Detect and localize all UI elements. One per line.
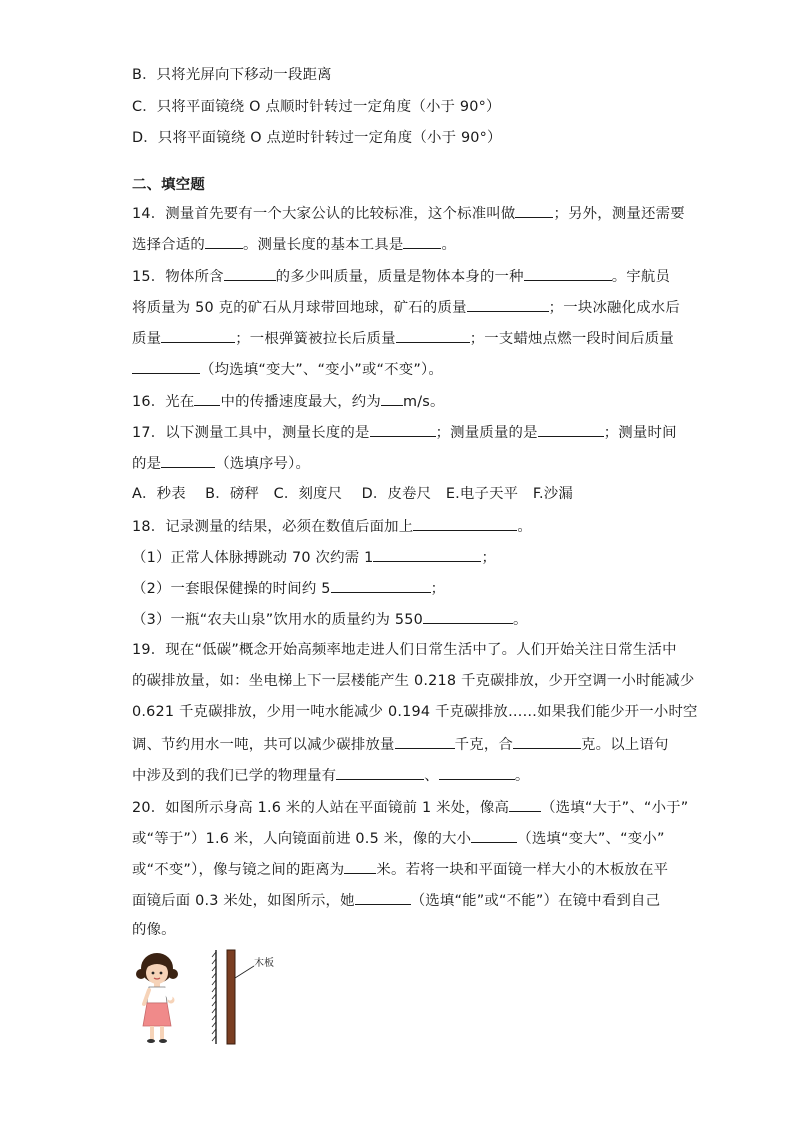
answer-blank[interactable] <box>524 265 612 281</box>
answer-blank[interactable] <box>396 327 470 343</box>
q18-text: 。 <box>517 519 532 535</box>
q17-text: ；测量质量的是 <box>435 425 538 441</box>
answer-blank[interactable] <box>413 515 517 531</box>
answer-blank[interactable] <box>515 202 553 218</box>
q18-text: ； <box>430 581 446 597</box>
question-18-sub-2 <box>132 577 445 599</box>
q14-text: ；另外，测量还需要 <box>553 206 685 222</box>
question-17-line-1 <box>132 421 677 443</box>
q15-text: 的多少叫质量，质量是物体本身的一种 <box>275 269 524 285</box>
question-18 <box>132 515 532 537</box>
q19-text: 、 <box>424 768 439 784</box>
q15-text: 。宇航员 <box>611 269 671 285</box>
q18-text: 。 <box>512 612 528 628</box>
mirror-figure <box>130 948 300 1048</box>
q15-text: ；一块冰融化成水后 <box>548 300 680 316</box>
question-20-line-3 <box>132 858 668 880</box>
figure-drawing <box>130 948 300 1048</box>
question-19-line-4 <box>132 733 669 755</box>
answer-blank[interactable] <box>331 577 431 593</box>
q20-text: 米。若将一块和平面镜一样大小的木板放在平 <box>376 862 669 878</box>
question-20-line-2 <box>132 827 665 849</box>
girl-illustration <box>136 953 178 1043</box>
question-19-line-2: 的碳排放量，如：坐电梯上下一层楼能产生 0.218 千克碳排放，少开空调一小时能减少 <box>132 673 695 689</box>
q19-text: 调、节约用水一吨，共可以减少碳排放量 <box>132 737 395 753</box>
board-label-pointer <box>235 966 254 978</box>
q20-text: （选填“能”或“不能”）在镜中看到自己 <box>410 893 661 909</box>
q19-text: 。 <box>514 768 530 784</box>
answer-blank[interactable] <box>439 764 515 780</box>
q18-text: （3）一瓶“农夫山泉”饮用水的质量约为 550 <box>132 612 423 628</box>
answer-blank[interactable] <box>370 421 436 437</box>
q14-text: 。测量长度的基本工具是 <box>242 237 404 253</box>
answer-blank[interactable] <box>161 327 235 343</box>
question-14-line-1 <box>132 202 685 224</box>
option-c: C．只将平面镜绕 O 点顺时针转过一定角度（小于 90°） <box>132 99 501 115</box>
q17-text: ；测量时间 <box>603 425 677 441</box>
q18-text: （1）正常人体脉搏跳动 70 次约需 1 <box>132 550 374 566</box>
q17-text: 的是 <box>132 456 162 472</box>
question-20-line-1 <box>132 796 688 818</box>
q20-text: （选填“大于”、“小于” <box>541 800 689 816</box>
question-17-line-2 <box>132 452 310 474</box>
board-label: 木板 <box>254 958 274 969</box>
question-19-line-1: 19．现在“低碳”概念开始高频率地走进人们日常生活中了。人们开始关注日常生活中 <box>132 642 677 658</box>
q17-text: （选填序号）。 <box>215 456 311 472</box>
answer-blank[interactable] <box>194 390 220 406</box>
wooden-board <box>227 950 235 1044</box>
q15-text: 15．物体所含 <box>132 269 224 285</box>
answer-blank[interactable] <box>224 265 276 281</box>
answer-blank[interactable] <box>132 358 200 374</box>
q14-text: 。 <box>441 237 457 253</box>
q18-text: （2）一套眼保健操的时间约 5 <box>132 581 331 597</box>
question-19-line-5 <box>132 764 529 786</box>
q15-text: （均选填“变大”、“变小”或“不变”）。 <box>200 362 444 378</box>
q14-text: 选择合适的 <box>132 237 205 253</box>
question-19-line-3: 0.621 千克碳排放，少用一吨水能减少 0.194 千克碳排放……如果我们能少开一小时空 <box>132 704 698 720</box>
answer-blank[interactable] <box>395 733 455 749</box>
option-b: B．只将光屏向下移动一段距离 <box>132 67 332 83</box>
answer-blank[interactable] <box>373 546 481 562</box>
q16-text: 中的传播速度最大，约为 <box>220 394 381 410</box>
q15-text: 质量 <box>132 331 162 347</box>
question-16 <box>132 390 445 412</box>
answer-blank[interactable] <box>381 390 403 406</box>
question-18-sub-1 <box>132 546 496 568</box>
q17-text: 17．以下测量工具中，测量长度的是 <box>132 425 370 441</box>
question-17-choices: A．秒表 B．磅秤 C．刻度尺 D．皮卷尺 E.电子天平 F.沙漏 <box>132 486 573 502</box>
plane-mirror <box>212 950 216 1044</box>
q20-text: 面镜后面 0.3 米处，如图所示，她 <box>132 893 355 909</box>
answer-blank[interactable] <box>161 452 215 468</box>
q20-text: 或“不变”），像与镜之间的距离为 <box>132 862 345 878</box>
q19-text: 千克，合 <box>454 737 514 753</box>
answer-blank[interactable] <box>423 608 513 624</box>
answer-blank[interactable] <box>403 233 441 249</box>
q15-text: ；一根弹簧被拉长后质量 <box>235 331 396 347</box>
answer-blank[interactable] <box>344 858 376 874</box>
question-20-line-5: 的像。 <box>132 922 176 938</box>
q20-text: 20．如图所示身高 1.6 米的人站在平面镜前 1 米处，像高 <box>132 800 510 816</box>
q19-text: 克。以上语句 <box>581 737 669 753</box>
section-title: 二、填空题 <box>132 177 205 193</box>
question-15-line-2 <box>132 296 680 318</box>
question-20-line-4 <box>132 889 660 911</box>
q14-text: 14．测量首先要有一个大家公认的比较标准，这个标准叫做 <box>132 206 516 222</box>
q15-text: ；一支蜡烛点燃一段时间后质量 <box>469 331 674 347</box>
question-14-line-2 <box>132 233 456 255</box>
q16-text: 16．光在 <box>132 394 195 410</box>
q18-text: 18．记录测量的结果，必须在数值后面加上 <box>132 519 414 535</box>
q20-text: （选填“变大”、“变小” <box>517 831 665 847</box>
answer-blank[interactable] <box>336 764 424 780</box>
q18-text: ； <box>481 550 497 566</box>
answer-blank[interactable] <box>509 796 541 812</box>
question-15-line-1 <box>132 265 670 287</box>
q20-text: 或“等于”）1.6 米，人向镜面前进 0.5 米，像的大小 <box>132 831 472 847</box>
question-15-line-3 <box>132 327 674 349</box>
option-d: D．只将平面镜绕 O 点逆时针转过一定角度（小于 90°） <box>132 130 502 146</box>
answer-blank[interactable] <box>355 889 411 905</box>
question-18-sub-3 <box>132 608 528 630</box>
answer-blank[interactable] <box>538 421 604 437</box>
answer-blank[interactable] <box>205 233 243 249</box>
answer-blank[interactable] <box>471 827 517 843</box>
q16-text: m/s。 <box>402 394 445 410</box>
q15-text: 将质量为 50 克的矿石从月球带回地球，矿石的质量 <box>132 300 467 316</box>
q19-text: 中涉及到的我们已学的物理量有 <box>132 768 337 784</box>
question-15-line-4 <box>132 358 443 380</box>
answer-blank[interactable] <box>467 296 549 312</box>
answer-blank[interactable] <box>513 733 581 749</box>
